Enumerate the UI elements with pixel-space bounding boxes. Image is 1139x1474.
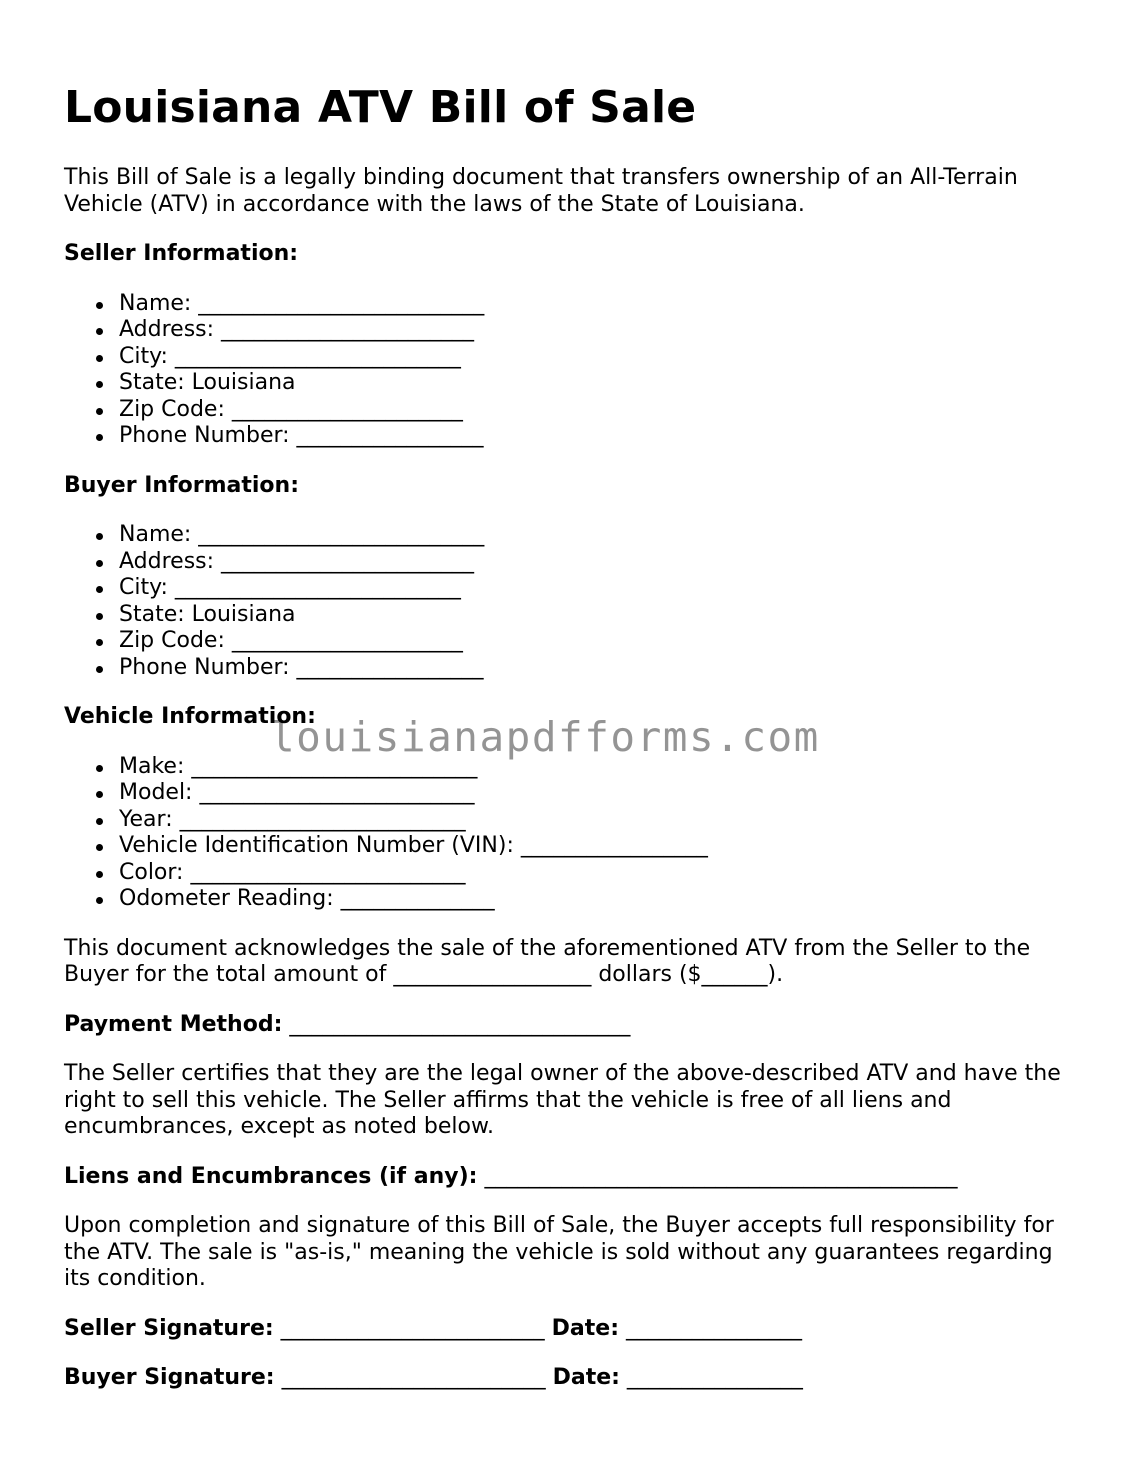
buyer-name-field: Name: __________________________ (119, 522, 1079, 549)
seller-signature-label: Seller Signature: (64, 1315, 274, 1341)
vehicle-model-field: Model: _________________________ (119, 780, 1079, 807)
vehicle-fields (64, 754, 1079, 913)
document-title: Louisiana ATV Bill of Sale (64, 82, 697, 133)
liens-line (64, 1164, 1079, 1191)
seller-heading: Seller Information: (64, 241, 299, 266)
seller-zip-field: Zip Code: _____________________ (119, 397, 1079, 424)
liens-blank: ___________________________________________ (477, 1163, 958, 1189)
seller-phone-field: Phone Number: _________________ (119, 423, 1079, 450)
buyer-zip-field: Zip Code: _____________________ (119, 628, 1079, 655)
buyer-signature-blank: ________________________ (274, 1365, 553, 1390)
vehicle-heading: Vehicle Information: (64, 704, 316, 729)
seller-fields (64, 291, 1079, 450)
buyer-date-label: Date: (552, 1365, 620, 1390)
watermark-text: louisianapdfforms.com (270, 713, 820, 761)
seller-state-field: State: Louisiana (119, 370, 1079, 397)
liens-label: Liens and Encumbrances (if any): (64, 1163, 478, 1189)
seller-signature-line (64, 1316, 1079, 1343)
payment-method-blank: _______________________________ (282, 1011, 631, 1037)
seller-date-blank: ________________ (619, 1315, 803, 1341)
seller-city-field: City: __________________________ (119, 344, 1079, 371)
seller-address-field: Address: _______________________ (119, 317, 1079, 344)
vehicle-color-field: Color: _________________________ (119, 860, 1079, 887)
intro-paragraph: This Bill of Sale is a legally binding document that transfers ownership of an All-Terrain Vehicle (ATV) in accordance with the laws of the State of Louisiana. (64, 165, 1018, 217)
buyer-phone-field: Phone Number: _________________ (119, 655, 1079, 682)
buyer-signature-label: Buyer Signature: (64, 1365, 275, 1390)
buyer-address-field: Address: _______________________ (119, 549, 1079, 576)
certify-paragraph: The Seller certifies that they are the legal owner of the above-described ATV and have the right to sell this vehicle. The Seller affirms that the vehicle is free of all liens and encumbrances, except as noted below. (64, 1061, 1061, 1139)
buyer-state-field: State: Louisiana (119, 602, 1079, 629)
buyer-fields (64, 522, 1079, 681)
seller-signature-blank: ________________________ (273, 1315, 552, 1341)
buyer-signature-line (64, 1365, 1079, 1392)
seller-date-label: Date: (551, 1315, 620, 1341)
vehicle-year-field: Year: __________________________ (119, 807, 1079, 834)
payment-method-label: Payment Method: (64, 1011, 283, 1037)
vehicle-make-field: Make: __________________________ (119, 754, 1079, 781)
sale-paragraph: This document acknowledges the sale of the aforementioned ATV from the Seller to the Buyer for the total amount of __________________ dollars ($______). (64, 935, 1031, 987)
buyer-heading: Buyer Information: (64, 472, 299, 498)
responsibility-paragraph: Upon completion and signature of this Bill of Sale, the Buyer accepts full responsibility for the ATV. The sale is "as-is," meaning the vehicle is sold without any guarantees regarding its condition. (64, 1213, 1054, 1291)
vehicle-odometer-field: Odometer Reading: ______________ (119, 886, 1079, 913)
buyer-city-field: City: __________________________ (119, 575, 1079, 602)
payment-method-line (64, 1012, 1079, 1039)
buyer-date-blank: ________________ (619, 1365, 803, 1390)
bill-of-sale-document (64, 78, 1079, 1392)
seller-name-field: Name: __________________________ (119, 291, 1079, 318)
vehicle-vin-field: Vehicle Identification Number (VIN): _________________ (119, 833, 1079, 860)
